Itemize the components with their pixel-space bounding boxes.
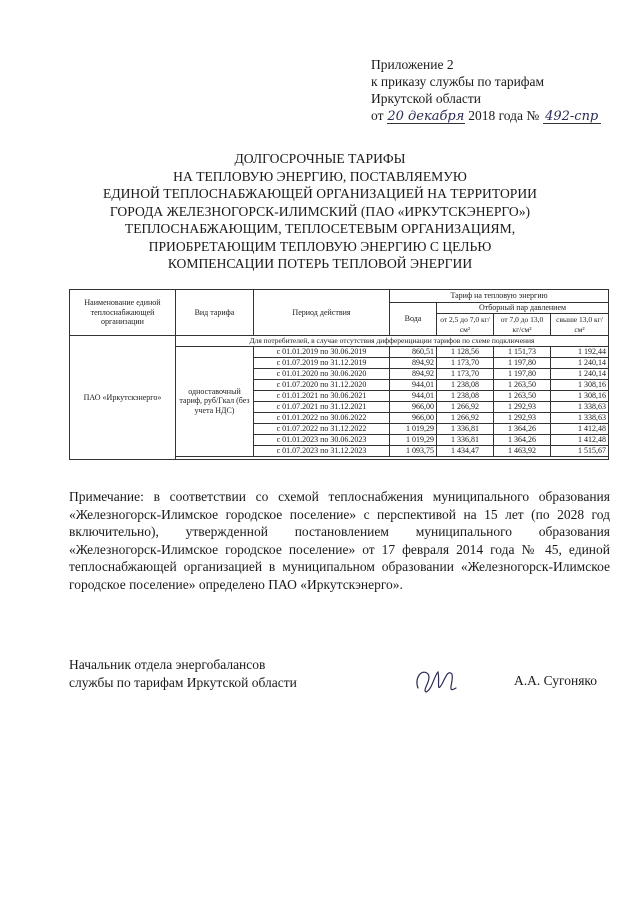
steam-3-cell: 1 308,16 xyxy=(551,379,609,390)
tariff-type-cell: одноставочный тариф, руб/Гкал (без учета НДС) xyxy=(176,346,254,456)
steam-2-cell: 1 263,50 xyxy=(494,379,551,390)
water-cell: 860,51 xyxy=(390,346,437,357)
document-title xyxy=(40,150,600,273)
handwritten-order-number: 492-спр xyxy=(543,110,601,124)
steam-2-cell: 1 364,26 xyxy=(494,434,551,445)
water-cell: 966,00 xyxy=(390,412,437,423)
title-line-1: ДОЛГОСРОЧНЫЕ ТАРИФЫ xyxy=(234,151,406,166)
signatory-name: А.А. Сугоняко xyxy=(514,673,598,688)
consumer-subheader: Для потребителей, в случае отсутствия дифференциации тарифов по схеме подключения xyxy=(176,336,609,347)
steam-3-cell: 1 240,14 xyxy=(551,357,609,368)
steam-3-cell: 1 240,14 xyxy=(551,368,609,379)
water-cell: 1 019,29 xyxy=(390,434,437,445)
note-paragraph: Примечание: в соответствии со схемой теплоснабжения муниципального образования «Железногорск-Илимское городское поселение» с перспективой на 15 лет (по 2028 год включительно), утвержденной постановлением муниципального образования «Железногорск-Илимское городское поселение» от 17 февраля 2014 года № 45, единой теплоснабжающей организацией в муниципальном образовании «Железногорск-Илимское городское поселение» определено ПАО «Иркутскэнерго». xyxy=(69,489,610,592)
title-line-5: ТЕПЛОСНАБЖАЮЩИМ, ТЕПЛОСЕТЕВЫМ ОРГАНИЗАЦИЯМ, xyxy=(124,221,516,236)
org-name-cell: ПАО «Иркутскэнерго» xyxy=(70,336,176,460)
header-org: Наименование единой теплоснабжающей организации xyxy=(70,290,176,336)
tariff-table xyxy=(69,289,609,460)
steam-3-cell: 1 308,16 xyxy=(551,390,609,401)
steam-1-cell: 1 336,81 xyxy=(437,434,494,445)
spacer-cell xyxy=(176,456,609,459)
title-line-6: ПРИОБРЕТАЮЩИМ ТЕПЛОВУЮ ЭНЕРГИЮ С ЦЕЛЬЮ xyxy=(148,238,492,254)
steam-1-cell: 1 128,56 xyxy=(437,346,494,357)
appendix-line-2: к приказу службы по тарифам xyxy=(371,74,545,89)
header-tariff-group: Тариф на тепловую энергию xyxy=(390,290,609,303)
title-line-2: НА ТЕПЛОВУЮ ЭНЕРГИЮ, ПОСТАВЛЯЕМУЮ xyxy=(173,168,467,184)
period-cell: с 01.07.2021 по 31.12.2021 xyxy=(254,401,390,412)
steam-2-cell: 1 197,80 xyxy=(494,368,551,379)
appendix-date-line xyxy=(371,107,601,124)
title-line-4: ГОРОДА ЖЕЛЕЗНОГОРСК-ИЛИМСКИЙ (ПАО «ИРКУТСКЭНЕРГО») xyxy=(109,203,531,219)
steam-3-cell: 1 192,44 xyxy=(551,346,609,357)
signatory-line-1: Начальник отдела энергобалансов xyxy=(69,657,266,672)
steam-1-cell: 1 173,70 xyxy=(437,357,494,368)
steam-1-cell: 1 266,92 xyxy=(437,412,494,423)
steam-3-cell: 1 515,67 xyxy=(551,445,609,456)
period-cell: с 01.07.2023 по 31.12.2023 xyxy=(254,445,390,456)
water-cell: 1 019,29 xyxy=(390,423,437,434)
steam-3-cell: 1 412,48 xyxy=(551,434,609,445)
steam-3-cell: 1 338,63 xyxy=(551,412,609,423)
water-cell: 894,92 xyxy=(390,368,437,379)
steam-2-cell: 1 463,92 xyxy=(494,445,551,456)
handwritten-date: 20 декабря xyxy=(387,109,465,124)
period-cell: с 01.01.2020 по 30.06.2020 xyxy=(254,368,390,379)
signatory-block xyxy=(69,656,297,691)
appendix-line-1: Приложение 2 xyxy=(371,57,454,72)
period-cell: с 01.01.2023 по 30.06.2023 xyxy=(254,434,390,445)
header-tariff-type: Вид тарифа xyxy=(176,290,254,336)
header-steam-2: от 7,0 до 13,0 кг/см² xyxy=(494,314,551,336)
header-steam-3: свыше 13,0 кг/см² xyxy=(551,314,609,336)
steam-1-cell: 1 266,92 xyxy=(437,401,494,412)
period-cell: с 01.01.2022 по 30.06.2022 xyxy=(254,412,390,423)
title-line-7: КОМПЕНСАЦИИ ПОТЕРЬ ТЕПЛОВОЙ ЭНЕРГИИ xyxy=(167,256,473,271)
steam-2-cell: 1 292,93 xyxy=(494,401,551,412)
steam-2-cell: 1 151,73 xyxy=(494,346,551,357)
steam-2-cell: 1 197,80 xyxy=(494,357,551,368)
title-line-3: ЕДИНОЙ ТЕПЛОСНАБЖАЮЩЕЙ ОРГАНИЗАЦИЕЙ НА ТЕРРИТОРИИ xyxy=(103,186,537,201)
water-cell: 1 093,75 xyxy=(390,445,437,456)
steam-3-cell: 1 338,63 xyxy=(551,401,609,412)
period-cell: с 01.01.2019 по 30.06.2019 xyxy=(254,346,390,357)
period-cell: с 01.07.2022 по 31.12.2022 xyxy=(254,423,390,434)
header-steam-1: от 2,5 до 7,0 кг/см² xyxy=(437,314,494,336)
signatory-line-2: службы по тарифам Иркутской области xyxy=(69,674,297,690)
appendix-block xyxy=(371,56,601,124)
steam-1-cell: 1 238,08 xyxy=(437,379,494,390)
period-cell: с 01.07.2020 по 31.12.2020 xyxy=(254,379,390,390)
header-steam-group: Отборный пар давлением xyxy=(437,303,609,314)
period-cell: с 01.01.2021 по 30.06.2021 xyxy=(254,390,390,401)
handwritten-signature-graphic xyxy=(412,664,462,698)
steam-2-cell: 1 292,93 xyxy=(494,412,551,423)
steam-1-cell: 1 434,47 xyxy=(437,445,494,456)
date-prefix: от xyxy=(371,108,384,123)
header-period: Период действия xyxy=(254,290,390,336)
water-cell: 894,92 xyxy=(390,357,437,368)
year-text: 2018 года № xyxy=(468,108,540,123)
steam-2-cell: 1 364,26 xyxy=(494,423,551,434)
period-cell: с 01.07.2019 по 31.12.2019 xyxy=(254,357,390,368)
header-water: Вода xyxy=(390,303,437,336)
steam-3-cell: 1 412,48 xyxy=(551,423,609,434)
appendix-line-3: Иркутской области xyxy=(371,91,482,106)
water-cell: 944,01 xyxy=(390,390,437,401)
water-cell: 966,00 xyxy=(390,401,437,412)
steam-2-cell: 1 263,50 xyxy=(494,390,551,401)
steam-1-cell: 1 238,08 xyxy=(437,390,494,401)
steam-1-cell: 1 336,81 xyxy=(437,423,494,434)
water-cell: 944,01 xyxy=(390,379,437,390)
steam-1-cell: 1 173,70 xyxy=(437,368,494,379)
